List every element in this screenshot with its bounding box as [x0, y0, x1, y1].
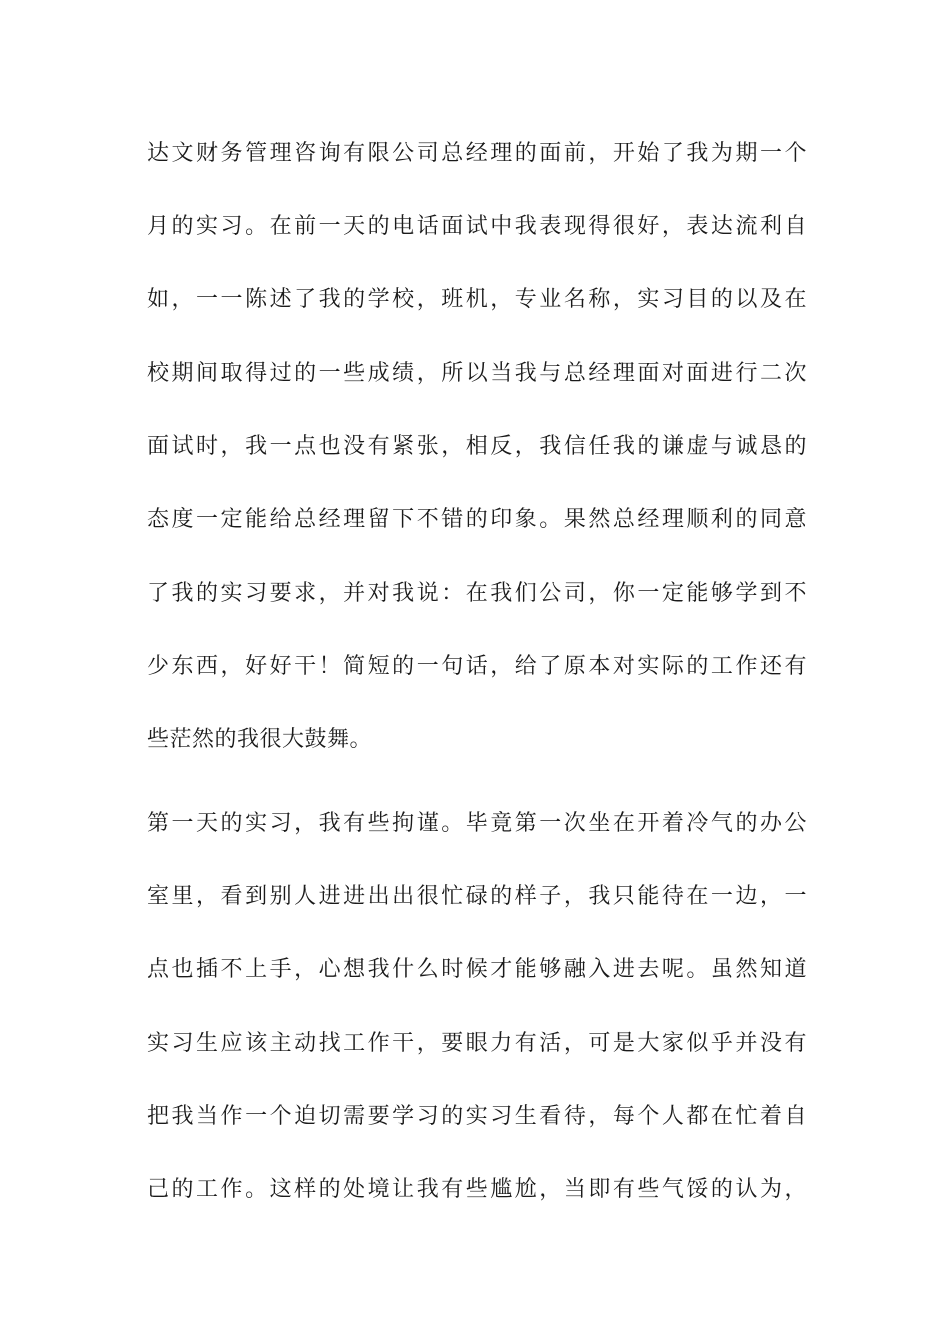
text-line: 己的工作。这样的处境让我有些尴尬，当即有些气馁的认为， — [147, 1177, 807, 1202]
text-line: 了我的实习要求，并对我说：在我们公司，你一定能够学到不 — [147, 581, 807, 606]
text-line: 面试时，我一点也没有紧张，相反，我信任我的谦虚与诚恳的 — [147, 434, 807, 459]
text-line: 第一天的实习，我有些拘谨。毕竟第一次坐在开着冷气的办公 — [147, 811, 807, 836]
text-line: 实习生应该主动找工作干，要眼力有活，可是大家似乎并没有 — [147, 1031, 807, 1056]
text-line: 点也插不上手，心想我什么时候才能够融入进去呢。虽然知道 — [147, 957, 807, 982]
text-line: 室里，看到别人进进出出很忙碌的样子，我只能待在一边，一 — [147, 884, 807, 909]
text-line: 少东西，好好干！简短的一句话，给了原本对实际的工作还有 — [147, 654, 807, 679]
text-line: 态度一定能给总经理留下不错的印象。果然总经理顺利的同意 — [147, 507, 807, 532]
text-line: 校期间取得过的一些成绩，所以当我与总经理面对面进行二次 — [147, 361, 807, 386]
text-line: 把我当作一个迫切需要学习的实习生看待，每个人都在忙着自 — [147, 1104, 807, 1129]
text-line: 如，一一陈述了我的学校，班机，专业名称，实习目的以及在 — [147, 287, 807, 312]
text-line: 达文财务管理咨询有限公司总经理的面前，开始了我为期一个 — [147, 141, 807, 166]
text-line: 月的实习。在前一天的电话面试中我表现得很好，表达流利自 — [147, 214, 807, 239]
text-line: 些茫然的我很大鼓舞。 — [147, 727, 373, 752]
